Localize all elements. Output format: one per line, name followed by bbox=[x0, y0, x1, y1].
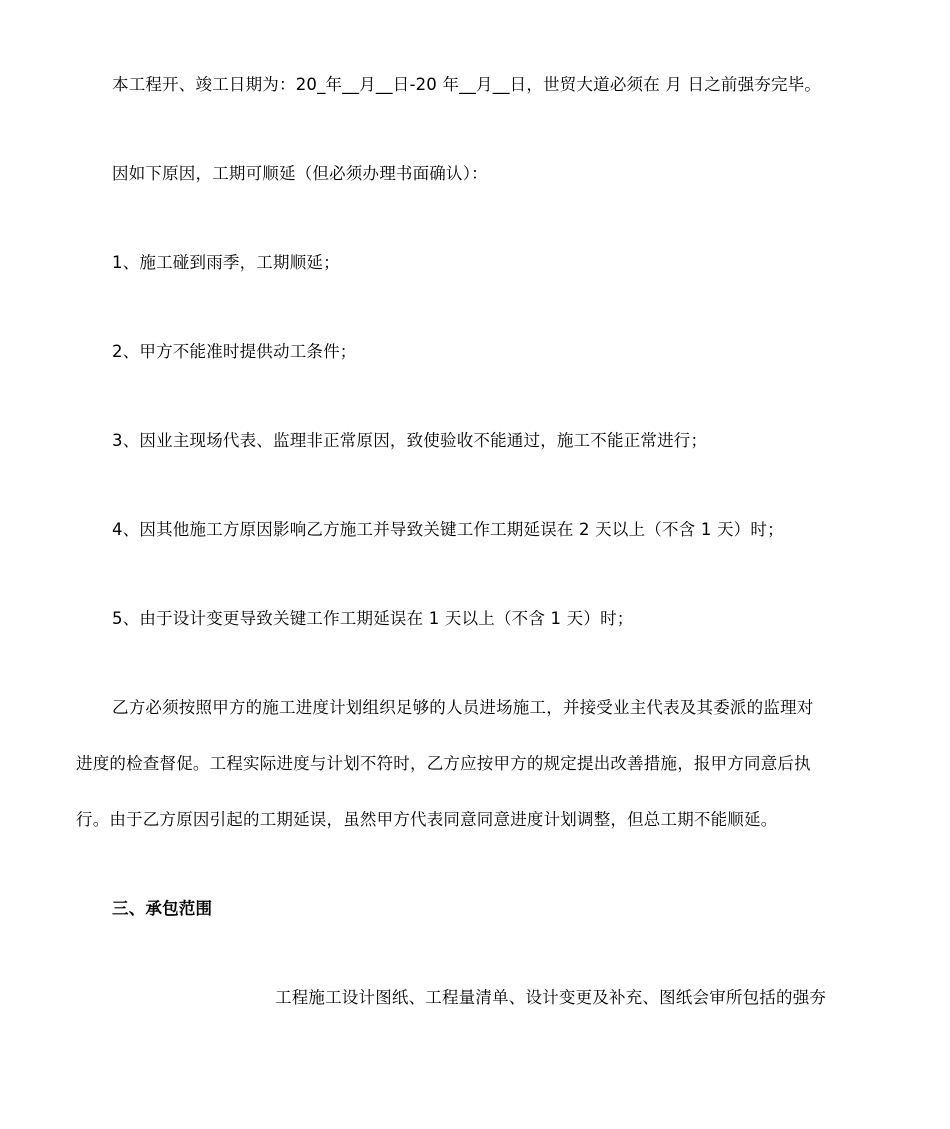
list-item: 5、由于设计变更导致关键工作工期延误在 1 天以上（不含 1 天）时； bbox=[112, 609, 634, 628]
section-heading: 三、承包范围 bbox=[112, 899, 213, 918]
paragraph-dates: 本工程开、竣工日期为：20_年__月__日-20 年__月__日，世贸大道必须在 月 日之前强夯完毕。 bbox=[112, 75, 822, 94]
list-item: 2、甲方不能准时提供动工条件； bbox=[112, 342, 357, 361]
list-item: 3、因业主现场代表、监理非正常原因，致使验收不能通过，施工不能正常进行； bbox=[112, 431, 708, 450]
paragraph-progress-line: 行。由于乙方原因引起的工期延误，虽然甲方代表同意同意进度计划调整，但总工期不能顺延。 bbox=[76, 810, 778, 829]
paragraph-scope: 工程施工设计图纸、工程量清单、设计变更及补充、图纸会审所包括的强夯 bbox=[275, 988, 827, 1007]
paragraph-progress-line: 进度的检查督促。工程实际进度与计划不符时，乙方应按甲方的规定提出改善措施，报甲方同意后执 bbox=[76, 754, 811, 773]
list-item: 1、施工碰到雨季，工期顺延； bbox=[112, 253, 340, 272]
paragraph-extension-intro: 因如下原因，工期可顺延（但必须办理书面确认）： bbox=[112, 164, 488, 183]
paragraph-progress-line: 乙方必须按照甲方的施工进度计划组织足够的人员进场施工，并接受业主代表及其委派的监理对 bbox=[112, 698, 814, 717]
list-item: 4、因其他施工方原因影响乙方施工并导致关键工作工期延误在 2 天以上（不含 1 天）时； bbox=[112, 520, 784, 539]
